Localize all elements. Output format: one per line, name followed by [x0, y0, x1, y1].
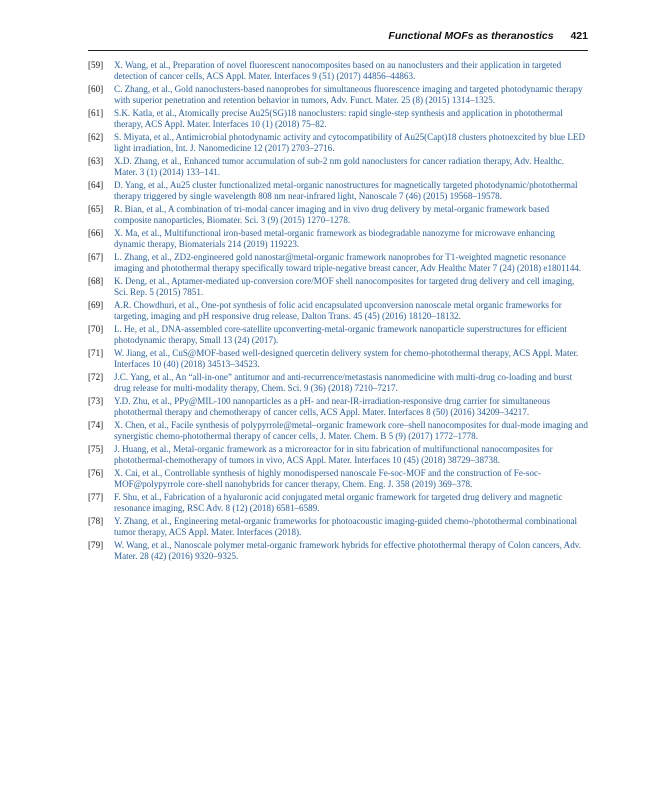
reference-text[interactable]: J.C. Yang, et al., An “all-in-one” antitumor and anti-recurrence/metastasis nanomedicine with multi-drug co-loading and burst drug release for multi-modality therapy, Chem. Sci. 9 (36) (2018) 7210–7217.: [114, 372, 573, 394]
reference-item: [88, 300, 588, 323]
reference-item: [88, 396, 588, 419]
reference-number: [75]: [88, 444, 104, 454]
reference-item: [88, 132, 588, 155]
reference-text[interactable]: C. Zhang, et al., Gold nanoclusters-based nanoprobes for simultaneous fluorescence imaging and targeted photodynamic therapy with superior penetration and retention behavior in tumors, Adv. Funct. Mater. 25 (8) (2015) 1314–1325.: [114, 84, 583, 106]
reference-text[interactable]: J. Huang, et al., Metal-organic framework as a microreactor for in situ fabrication of multifunctional nanocomposites for photothermal-chemotherapy of tumors in vivo, ACS Appl. Mater. Interfaces 10 (45) (2018) 38729–38738.: [114, 444, 553, 466]
reference-number: [74]: [88, 420, 104, 430]
reference-text[interactable]: Y.D. Zhu, et al., PPy@MIL-100 nanoparticles as a pH- and near-IR-irradiation-responsive drug carrier for simultaneous photothermal therapy and chemotherapy of cancer cells, ACS Appl. Mater. Interfaces 8 (50) (2016) 34209–34217.: [114, 396, 551, 418]
reference-item: [88, 492, 588, 515]
reference-item: [88, 372, 588, 395]
reference-text[interactable]: X. Cai, et al., Controllable synthesis of highly monodispersed nanoscale Fe-soc-MOF and the construction of Fe-soc-MOF@polypyrrole core-shell nanohybrids for cancer therapy, Chem. Eng. J. 358 (2019) 369–378.: [114, 468, 542, 490]
reference-text[interactable]: K. Deng, et al., Aptamer-mediated up-conversion core/MOF shell nanocomposites for targeted drug delivery and cell imaging, Sci. Rep. 5 (2015) 7851.: [114, 276, 575, 298]
reference-item: [88, 60, 588, 83]
reference-item: [88, 252, 588, 275]
reference-item: [88, 276, 588, 299]
reference-text[interactable]: F. Shu, et al., Fabrication of a hyaluronic acid conjugated metal organic framework for targeted drug delivery and magnetic resonance imaging, RSC Adv. 8 (12) (2018) 6581–6589.: [114, 492, 563, 514]
reference-number: [66]: [88, 228, 104, 238]
reference-item: [88, 444, 588, 467]
reference-text[interactable]: X. Ma, et al., Multifunctional iron-based metal-organic framework as biodegradable nanozyme for microwave enhancing dynamic therapy, Biomaterials 214 (2019) 119223.: [114, 228, 555, 250]
reference-list: [88, 60, 588, 564]
reference-text[interactable]: L. He, et al., DNA-assembled core-satellite upconverting-metal-organic framework nanoparticle superstructures for efficient photodynamic therapy, Small 13 (24) (2017).: [114, 324, 567, 346]
reference-number: [59]: [88, 60, 104, 70]
page-number: 421: [570, 30, 588, 42]
reference-text[interactable]: S.K. Katla, et al., Atomically precise Au25(SG)18 nanoclusters: rapid single-step synthesis and application in photothermal therapy, ACS Appl. Mater. Interfaces 10 (1) (2018) 75–82.: [114, 108, 563, 130]
reference-item: [88, 156, 588, 179]
reference-number: [64]: [88, 180, 104, 190]
reference-text[interactable]: W. Jiang, et al., CuS@MOF-based well-designed quercetin delivery system for chemo-photothermal therapy, ACS Appl. Mater. Interfaces 10 (40) (2018) 34513–34523.: [114, 348, 579, 370]
reference-item: [88, 348, 588, 371]
reference-number: [67]: [88, 252, 104, 262]
reference-item: [88, 324, 588, 347]
reference-item: [88, 228, 588, 251]
reference-text[interactable]: W. Wang, et al., Nanoscale polymer metal-organic framework hybrids for effective photothermal therapy of Colon cancers, Adv. Mater. 28 (42) (2016) 9320–9325.: [114, 540, 582, 562]
reference-number: [73]: [88, 396, 104, 406]
reference-item: [88, 84, 588, 107]
reference-number: [70]: [88, 324, 104, 334]
header-rule: [88, 50, 588, 51]
reference-number: [76]: [88, 468, 104, 478]
reference-number: [63]: [88, 156, 104, 166]
reference-item: [88, 516, 588, 539]
reference-item: [88, 468, 588, 491]
reference-text[interactable]: A.R. Chowdhuri, et al., One-pot synthesis of folic acid encapsulated upconversion nanoscale metal organic frameworks for targeting, imaging and pH responsive drug release, Dalton Trans. 45 (45) (2016) 18120–18132.: [114, 300, 562, 322]
reference-number: [77]: [88, 492, 104, 502]
reference-text[interactable]: D. Yang, et al., Au25 cluster functionalized metal-organic nanostructures for magnetically targeted photodynamic/photothermal therapy triggered by single wavelength 808 nm near-infrared light, Nanoscale 7 (46) (2015) 19568–19578.: [114, 180, 578, 202]
reference-number: [68]: [88, 276, 104, 286]
reference-text[interactable]: X. Wang, et al., Preparation of novel fluorescent nanocomposites based on au nanoclusters and their application in targeted detection of cancer cells, ACS Appl. Mater. Interfaces 9 (51) (2017) 44856–44863.: [114, 60, 562, 82]
reference-text[interactable]: R. Bian, et al., A combination of tri-modal cancer imaging and in vivo drug delivery by metal-organic framework based composite nanoparticles, Biomater. Sci. 3 (9) (2015) 1270–1278.: [114, 204, 550, 226]
reference-number: [62]: [88, 132, 104, 142]
running-header: [88, 30, 588, 48]
reference-text[interactable]: X. Chen, et al., Facile synthesis of polypyrrole@metal–organic framework core–shell nanocomposites for dual-mode imaging and synergistic chemo-photothermal therapy of cancer cells, J. Mater. Chem. B 5 (9) (2017) 1772–1778.: [114, 420, 588, 442]
reference-number: [72]: [88, 372, 104, 382]
reference-item: [88, 108, 588, 131]
reference-number: [78]: [88, 516, 104, 526]
reference-text[interactable]: S. Miyata, et al., Antimicrobial photodynamic activity and cytocompatibility of Au25(Capt)18 clusters photoexcited by blue LED light irradiation, Int. J. Nanomedicine 12 (2017) 2703–2716.: [114, 132, 586, 154]
reference-number: [60]: [88, 84, 104, 94]
reference-text[interactable]: L. Zhang, et al., ZD2-engineered gold nanostar@metal-organic framework nanoprobes for T1-weighted magnetic resonance imaging and photothermal therapy specifically toward triple-negative breast cancer, Adv Healthc Mater 7 (24) (2018) e1801144.: [114, 252, 582, 274]
reference-number: [69]: [88, 300, 104, 310]
running-title: Functional MOFs as theranostics: [388, 30, 554, 42]
reference-number: [71]: [88, 348, 104, 358]
reference-item: [88, 204, 588, 227]
reference-text[interactable]: X.D. Zhang, et al., Enhanced tumor accumulation of sub-2 nm gold nanoclusters for cancer radiation therapy, Adv. Healthc. Mater. 3 (1) (2014) 133–141.: [114, 156, 565, 178]
reference-item: [88, 420, 588, 443]
reference-item: [88, 540, 588, 563]
reference-text[interactable]: Y. Zhang, et al., Engineering metal-organic frameworks for photoacoustic imaging-guided chemo-/photothermal combinational tumor therapy, ACS Appl. Mater. Interfaces (2018).: [114, 516, 578, 538]
reference-item: [88, 180, 588, 203]
reference-number: [79]: [88, 540, 104, 550]
reference-number: [61]: [88, 108, 104, 118]
reference-number: [65]: [88, 204, 104, 214]
